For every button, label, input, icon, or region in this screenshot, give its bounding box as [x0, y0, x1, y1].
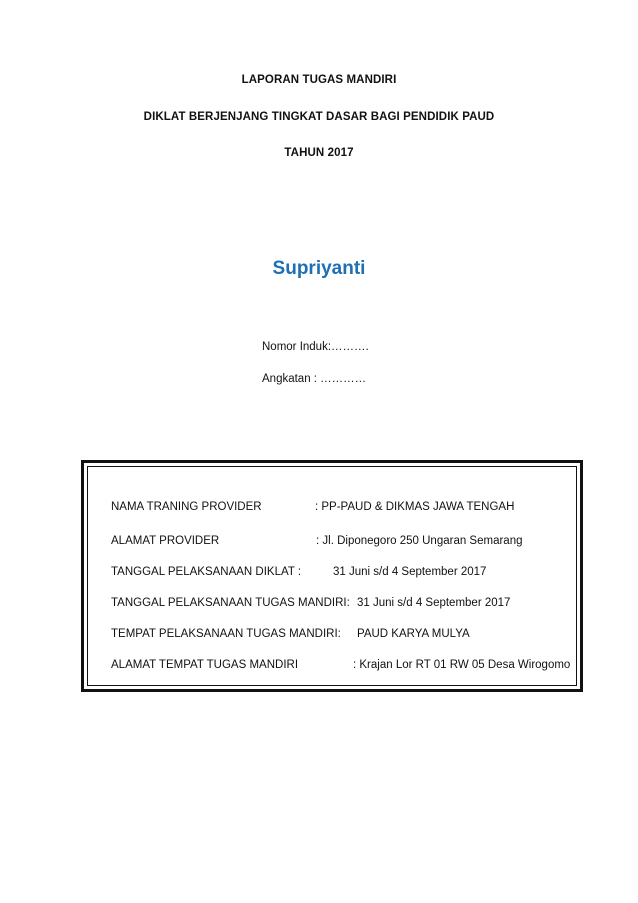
author-name: Supriyanti	[272, 258, 366, 279]
detail-label: ALAMAT TEMPAT TUGAS MANDIRI	[111, 659, 299, 671]
detail-value: : PP-PAUD & DIKMAS JAWA TENGAH	[315, 501, 515, 513]
detail-label: TANGGAL PELAKSANAAN DIKLAT :	[111, 566, 302, 578]
details-box	[81, 460, 583, 692]
detail-label: NAMA TRANING PROVIDER	[111, 501, 262, 513]
report-subtitle: DIKLAT BERJENJANG TINGKAT DASAR BAGI PENDIDIK PAUD	[143, 111, 495, 123]
report-year: TAHUN 2017	[284, 147, 354, 159]
detail-label: TANGGAL PELAKSANAAN TUGAS MANDIRI:	[111, 597, 350, 609]
detail-label: TEMPAT PELAKSANAAN TUGAS MANDIRI:	[111, 628, 341, 640]
angkatan: Angkatan : …………	[262, 373, 367, 385]
detail-value: 31 Juni s/d 4 September 2017	[333, 566, 487, 578]
detail-value: : Krajan Lor RT 01 RW 05 Desa Wirogomo	[353, 659, 571, 671]
details-box-inner	[87, 466, 577, 686]
report-title: LAPORAN TUGAS MANDIRI	[241, 74, 397, 86]
detail-value: 31 Juni s/d 4 September 2017	[357, 597, 511, 609]
detail-value: : Jl. Diponegoro 250 Ungaran Semarang	[316, 535, 523, 547]
detail-label: ALAMAT PROVIDER	[111, 535, 220, 547]
detail-value: PAUD KARYA MULYA	[357, 628, 470, 640]
nomor-induk: Nomor Induk:……….	[262, 341, 369, 353]
